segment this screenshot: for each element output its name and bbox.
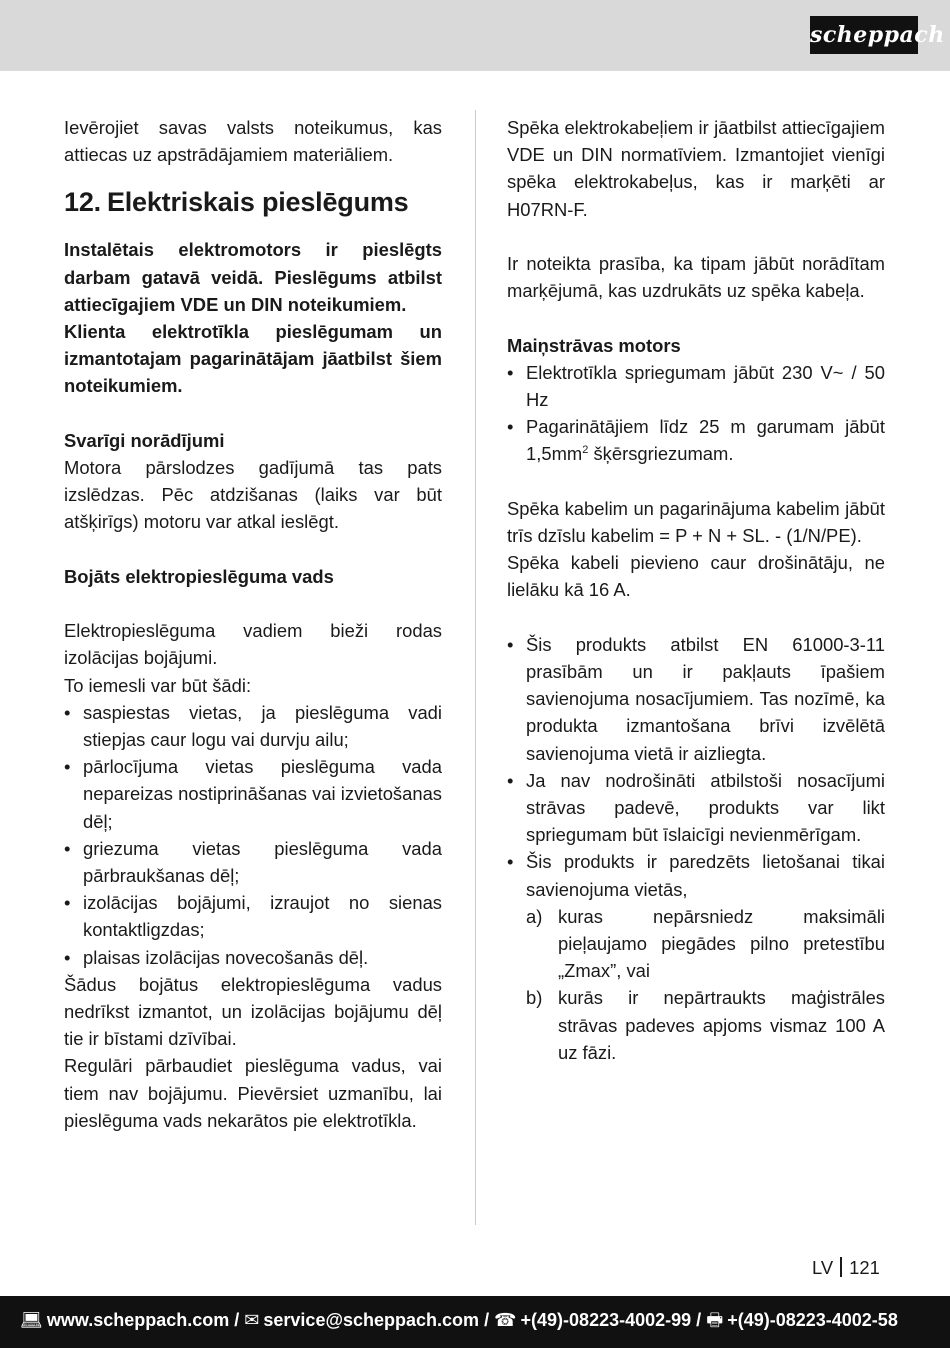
left-column (64, 114, 442, 1134)
language-code: LV (812, 1257, 834, 1278)
scheppach-logo: scheppach (810, 16, 918, 54)
connection-points-text: Šis produkts ir paredzēts lietošanai tikai savienojuma vietās, (526, 851, 885, 900)
footer-bar (0, 1296, 950, 1348)
section-title: Elektriskais pieslēgums (106, 187, 409, 218)
damaged-cable-title: Bojāts elektropieslēguma vads (64, 565, 334, 587)
cable-cores: Spēka kabelim un pagarinājuma kabelim jābūt trīs dzīslu kabelim = P + N + SL. - (1/N/PE). (507, 497, 885, 546)
list-item: • griezuma vietas pieslēguma vada pārbraukšanas dēļ; (64, 835, 442, 889)
cable-marking: Ir noteikta prasība, ka tipam jābūt norādītam marķējumā, kas uzdrukāts uz spēka kabeļa. (507, 253, 885, 302)
intro-paragraph: Ievērojiet savas valsts noteikumus, kas attiecas uz apstrādājamiem materiāliem. (64, 117, 442, 166)
connection-conditions (526, 903, 885, 1066)
list-item: • plaisas izolācijas novecošanās dēļ. (64, 944, 442, 971)
fuse-note: Spēka kabeli pievieno caur drošinātāju, ne lielāku kā 16 A. (507, 552, 885, 601)
page-number (812, 1256, 880, 1280)
item-marker: a) (526, 905, 543, 927)
list-item: • saspiestas vietas, ja pieslēguma vadi stiepjas caur logu vai durvju ailu; (64, 699, 442, 753)
important-notes-title: Svarīgi norādījumi (64, 429, 225, 451)
damaged-cable-text: Elektropieslēguma vadiem bieži rodas izolācijas bojājumi. (64, 620, 442, 669)
important-notes-text: Motora pārslodzes gadījumā tas pats izslēdzas. Pēc atdzišanas (laiks var būt atšķirīgs) motoru var atkal ieslēgt. (64, 457, 442, 533)
fax-icon: 🖶︎ (706, 1310, 724, 1330)
list-item (507, 413, 885, 467)
page-separator (840, 1257, 842, 1277)
list-item: • Ja nav nodrošināti atbilstoši nosacījumi strāvas padevē, produkts var likt spriegumam būt īslaicīgi nevienmērīgam. (507, 767, 885, 849)
computer-icon: 💻︎ (20, 1310, 43, 1330)
connection-statement: Instalētais elektromotors ir pieslēgts darbam gatavā veidā. Pieslēgums atbilst attiecīgajiem VDE un DIN noteikumiem. (64, 239, 442, 315)
list-item: • Šis produkts atbilst EN 61000-3-11 prasībām un ir pakļauts īpašiem savienojuma nosacījumiem. Tas nozīmē, ka produkta izmantošana brīvi izvēlētā savienojuma vietā ir aizliegta. (507, 631, 885, 767)
header-band (0, 0, 950, 71)
phone-icon: ☎︎ (494, 1310, 517, 1330)
cable-standards: Spēka elektrokabeļiem ir jāatbilst attiecīgajiem VDE un DIN normatīviem. Izmantojiet vienīgi spēka elektrokabeļus, kas ir marķēti ar H07RN-F. (507, 117, 885, 220)
cross-section-text: Pagarinātājiem līdz 25 m garumam jābūt 1,5mm (526, 416, 885, 465)
item-text: kurās ir nepārtraukts maģistrāles strāvas padeves apjoms vismaz 100 A uz fāzi. (558, 987, 885, 1063)
section-number: 12. (64, 187, 101, 218)
list-item (526, 984, 885, 1066)
footer-separator: / (234, 1310, 240, 1330)
list-item (526, 903, 885, 985)
page-number-value: 121 (849, 1257, 880, 1278)
footer-separator: / (484, 1310, 490, 1330)
item-marker: b) (526, 987, 543, 1009)
column-divider (475, 110, 476, 1225)
list-item: • pārlocījuma vietas pieslēguma vada nepareizas nostiprināšanas vai izvietošanas dēļ; (64, 753, 442, 835)
ac-motor-title: Maiņstrāvas motors (507, 334, 681, 356)
section-heading (64, 168, 442, 236)
list-item: • izolācijas bojājumi, izraujot no sienas kontaktligzdas; (64, 889, 442, 943)
inspection-advice: Regulāri pārbaudiet pieslēguma vadus, vai tiem nav bojājumu. Pievērsiet uzmanību, lai pieslēguma vads nekarātos pie elektrotīkla. (64, 1055, 442, 1131)
list-item: • Elektrotīkla spriegumam jābūt 230 V~ / 50 Hz (507, 359, 885, 413)
causes-intro: To iemesli var būt šādi: (64, 674, 252, 696)
customer-requirement: Klienta elektrotīkla pieslēgumam un izmantotajam pagarinātājam jāatbilst šiem noteikumiem. (64, 321, 442, 397)
footer-separator: / (696, 1310, 702, 1330)
phone-number[interactable]: +(49)-08223-4002-99 (520, 1310, 692, 1330)
compliance-list (507, 631, 885, 903)
superscript: 2 (582, 444, 589, 457)
email-link[interactable]: service@scheppach.com (263, 1310, 480, 1330)
ac-motor-list (507, 359, 885, 468)
right-column (507, 114, 885, 1066)
mail-icon: ✉︎ (244, 1310, 260, 1330)
website-link[interactable]: www.scheppach.com (46, 1310, 230, 1330)
fax-number: +(49)-08223-4002-58 (727, 1310, 898, 1330)
list-item (507, 848, 885, 902)
item-text: kuras nepārsniedz maksimāli pieļaujamo piegādes pilno pretestību „Zmax”, vai (558, 905, 885, 982)
causes-list (64, 699, 442, 971)
cross-section-suffix: šķērsgriezumam. (588, 443, 734, 465)
danger-warning: Šādus bojātus elektropieslēguma vadus nedrīkst izmantot, un izolācijas bojājumu dēļ tie ir bīstami dzīvībai. (64, 973, 442, 1050)
